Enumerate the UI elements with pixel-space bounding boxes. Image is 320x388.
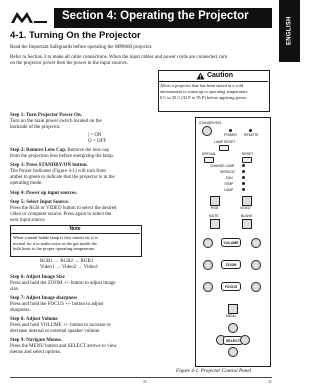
step-4 [10,191,77,197]
service-label: SERVICE [220,170,235,174]
special-button[interactable] [204,157,214,163]
focus-plus-button[interactable] [251,282,261,292]
step-5 [10,200,116,224]
language-tab-label: ENGLISH [286,16,293,46]
step-7-title: Step 7: Adjust Image sharpness [10,296,78,301]
section-title: Section 4: Operating the Projector [62,10,249,22]
rgb-button[interactable] [210,196,220,206]
caution-line: environment to warm up to operating temperature [160,89,248,94]
lamp-reset-label: LAMP RESET [214,140,236,144]
control-panel-figure [195,117,271,367]
blank-button[interactable] [242,219,252,229]
step-6 [10,275,115,293]
note-text [13,235,98,252]
step-8-title: Step 8: Adjust Volume [10,317,58,322]
step-5-line: next input source. [10,218,46,223]
step-2 [10,148,114,160]
fan-label: FAN [226,176,233,180]
rgb-label: RGB [211,206,219,210]
remote-sensor [249,129,252,132]
zoom-minus-button[interactable] [203,260,213,270]
switch-legend [88,133,106,145]
switch-off-label: O = OFF [88,139,107,144]
power-indicator [229,129,232,132]
step-8-line: decrease internal or external speaker volume. [10,329,101,334]
step-3-line: The Power Indicator (Figure 4-1) will turn from [10,169,106,174]
step-7-line: sharpness. [10,308,31,313]
step-3 [10,163,115,187]
brand-logo [10,10,48,24]
step-6-title: Step 6: Adjust Image Size [10,275,65,280]
standby-on-button[interactable] [202,126,212,136]
lamp-label: LAMP [224,188,234,192]
step-1-title: Step 1: Turn Projector Power On. [10,113,82,118]
note-line: bulb heats to the proper operating temperature. [13,246,96,252]
mute-button[interactable] [210,219,220,229]
change-lamp-label: CHANGE LAMP [210,164,235,168]
note-title: Note [10,225,140,234]
caution-line: 0 C to 35 C (32 F to 95 F) before applying power. [160,95,248,100]
step-5-line: Press the RGB or VIDEO button to select the desired [10,206,117,211]
select-label: SELECT [223,336,243,345]
lamp-reset-button[interactable] [219,145,229,151]
select-right-button[interactable] [240,335,250,345]
switch-on-label: | = ON [88,133,102,138]
step-6-line: size. [10,287,20,292]
caution-heading [158,70,268,82]
step-2-line: from the projection lens before energizing the lamp. [10,154,115,159]
volume-minus-button[interactable] [203,238,213,248]
step-8 [10,317,111,335]
reset-button[interactable] [242,157,252,163]
intro-line-2: Refer to Section 3 to make all cable connections. When the input cables and power cords are connected, turn [10,55,228,60]
menu-button[interactable] [228,304,238,314]
step-9 [10,338,117,356]
note-line: normal for it to make noise as the gas inside the [13,240,97,246]
remote-sensor-label: REMOTE [244,133,259,137]
focus-label: FOCUS [221,282,241,291]
volume-label: VOLUME [221,238,241,247]
video-cycle: Video1 → Video2 → Video1 [40,265,99,270]
volume-plus-button[interactable] [251,238,261,248]
lamp-indicator [242,188,245,191]
page-number-right: 11 [268,379,272,384]
step-1-line: Turn on the main power switch located on the [10,119,102,124]
footer-rule [10,377,272,378]
mute-label: MUTE [209,214,219,218]
step-9-line: Press the MENU button and SELECT arrows to view [10,344,117,349]
temp-indicator [242,182,245,185]
service-indicator [242,170,245,173]
change-lamp-indicator [242,164,245,167]
step-4-title: Step 4: Power up input sources. [10,191,78,196]
blank-label: BLANK [241,214,253,218]
note-line: When a metal halide lamp is first turned on, it is [13,235,98,240]
intro-line-1: Read the Important Safeguards before operating the MP8660 projector. [10,45,153,50]
caution-title: Caution [206,72,234,79]
step-9-title: Step 9: Navigate Menus. [10,338,62,343]
figure-caption: Figure 4-1. Projector Control Panel [176,368,252,374]
step-5-line: video or computer source. Press again to select the [10,212,112,217]
select-down-button[interactable] [228,347,238,357]
step-6-line: Press and hold the ZOOM +/- button to adjust image [10,281,116,286]
caution-text [160,83,248,101]
step-1 [10,113,102,131]
step-8-line: Press and hold VOLUME +/- button to increase or [10,323,112,328]
step-2-line: Remove the lens cap [67,148,110,153]
step-7 [10,296,103,314]
caution-line: Allow a projector that has been stored in a cold [160,83,244,88]
temp-label: TEMP [224,182,234,186]
focus-minus-button[interactable] [203,282,213,292]
subsection-heading: 4-1. Turning On the Projector [10,30,141,41]
step-3-line: amber to green to indicate that the projector is in the [10,175,115,180]
rgb-cycle: RGB1 → RGB2 → RGB1 [40,259,94,264]
step-1-line: backside of the projector. [10,125,61,130]
special-label: SPECIAL [202,152,217,156]
standby-on-label: STANDBY/ON [199,121,221,125]
video-button[interactable] [242,196,252,206]
warning-triangle-icon [196,72,205,80]
menu-label: MENU [226,314,236,318]
power-indicator-label: POWER [224,133,237,137]
step-2-title: Step 2: Remove Lens Cap. [10,148,67,153]
select-up-button[interactable] [228,323,238,333]
video-label: VIDEO [240,206,251,210]
source-cycle [40,259,98,271]
page-number-left: 11 [143,379,147,384]
intro-line-3: on the projector power then the power to the input sources. [10,61,128,66]
zoom-plus-button[interactable] [251,260,261,270]
fan-indicator [242,176,245,179]
zoom-label: ZOOM [221,260,241,269]
step-3-title: Step 3: Press STANDBY/ON button. [10,163,88,168]
step-7-line: Press and hold the FOCUS +/- button to adjust [10,302,104,307]
step-5-title: Step 5: Select Input Source. [10,200,69,205]
reset-label: RESET [242,152,254,156]
step-9-line: menus and select options. [10,350,62,355]
step-3-line: operating mode. [10,181,43,186]
